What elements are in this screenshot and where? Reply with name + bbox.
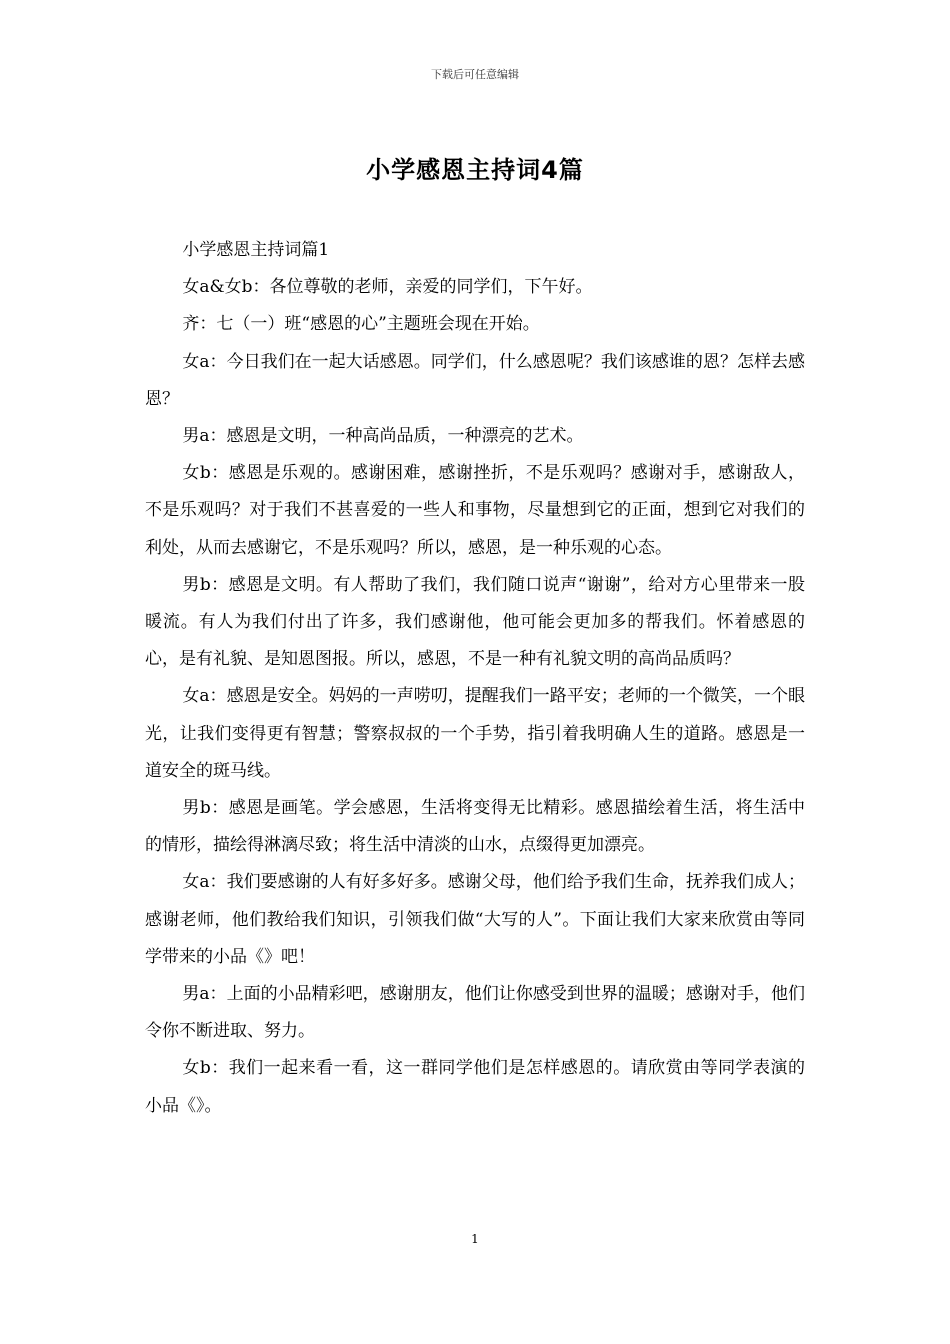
- paragraph: 女a：感恩是安全。妈妈的一声唠叨，提醒我们一路平安；老师的一个微笑，一个眼光，让我们变得更有智慧；警察叔叔的一个手势，指引着我明确人生的道路。感恩是一道安全的斑马线。: [145, 686, 805, 781]
- paragraph: 男b：感恩是文明。有人帮助了我们，我们随口说声“谢谢”，给对方心里带来一股暖流。有人为我们付出了许多，我们感谢他，他可能会更加多的帮我们。怀着感恩的心，是有礼貌、是知恩图报。所以，感恩，不是一种有礼貌文明的高尚品质吗？: [145, 574, 805, 670]
- paragraph: 小学感恩主持词篇1: [182, 240, 330, 260]
- paragraph: 女a&女b：各位尊敬的老师，亲爱的同学们，下午好。: [182, 277, 593, 298]
- paragraph: 齐：七（一）班“感恩的心”主题班会现在开始。: [182, 314, 540, 335]
- paragraph: 女a：我们要感谢的人有好多好多。感谢父母，他们给予我们生命，抚养我们成人；感谢老师，他们教给我们知识，引领我们做“大写的人”。下面让我们大家来欣赏由等同学带来的小品《》吧！: [145, 872, 805, 967]
- header-note: 下载后可任意编辑: [431, 68, 519, 81]
- page-number: 1: [471, 1232, 479, 1246]
- paragraph: 女b：感恩是乐观的。感谢困难，感谢挫折，不是乐观吗？感谢对手，感谢敌人，不是乐观吗？对于我们不甚喜爱的一些人和事物，尽量想到它的正面，想到它对我们的利处，从而去感谢它，不是乐观吗？所以，感恩，是一种乐观的心态。: [145, 463, 805, 558]
- document-title: 小学感恩主持词4篇: [366, 156, 584, 184]
- paragraph: 女b：我们一起来看一看，这一群同学他们是怎样感恩的。请欣赏由等同学表演的小品《》。: [145, 1058, 805, 1116]
- paragraph: 男a：上面的小品精彩吧，感谢朋友，他们让你感受到世界的温暖；感谢对手，他们令你不断进取、努力。: [145, 984, 805, 1042]
- paragraph: 男b：感恩是画笔。学会感恩，生活将变得无比精彩。感恩描绘着生活，将生活中的情形，描绘得淋漓尽致；将生活中清淡的山水，点缀得更加漂亮。: [145, 798, 805, 856]
- paragraph: 男a：感恩是文明，一种高尚品质，一种漂亮的艺术。: [182, 426, 584, 447]
- document-body: [145, 232, 805, 1125]
- paragraph: 女a：今日我们在一起大话感恩。同学们，什么感恩呢？我们该感谁的恩？怎样去感恩？: [145, 351, 805, 409]
